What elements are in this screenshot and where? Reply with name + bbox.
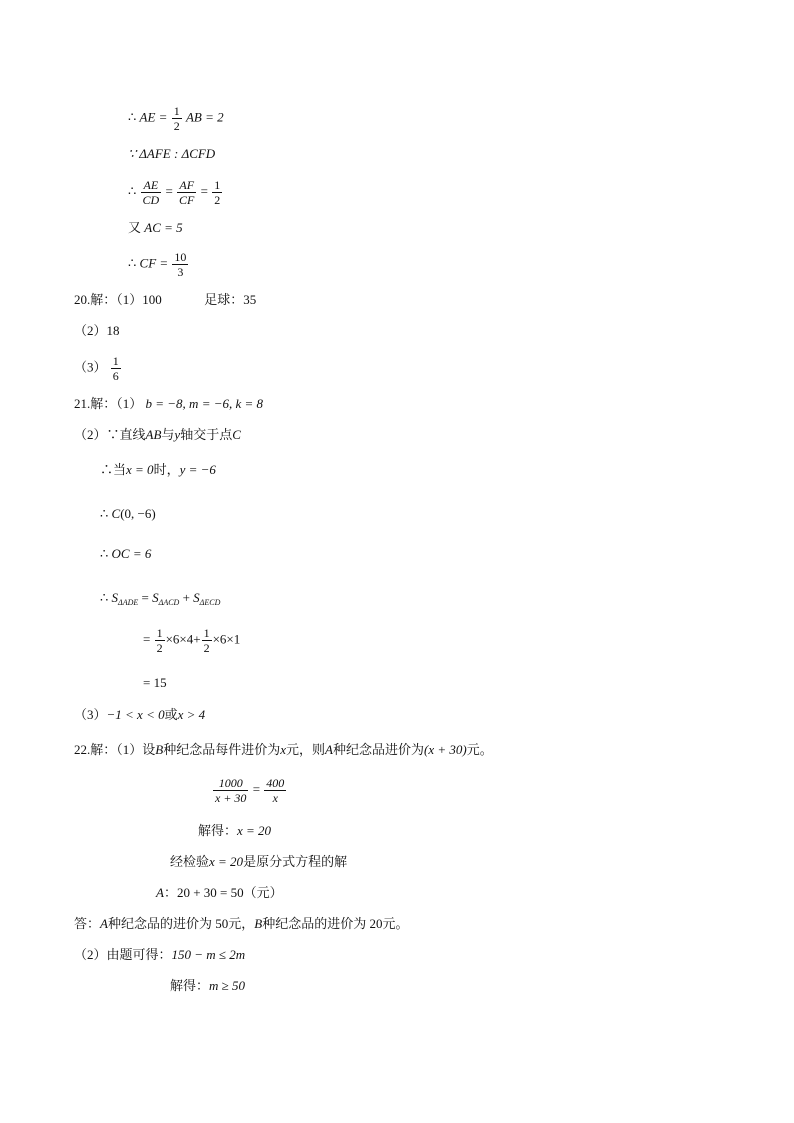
equals-sign: = bbox=[252, 781, 261, 797]
fraction-numerator: 400 bbox=[266, 776, 285, 790]
q22-part1 bbox=[74, 742, 493, 758]
var-c: C bbox=[111, 506, 121, 521]
fraction-one-sixth bbox=[111, 354, 121, 383]
text: 与 bbox=[161, 427, 175, 442]
q20-part3-label: （3） bbox=[74, 359, 107, 375]
equals-sign: = bbox=[200, 183, 208, 199]
q22-price-a bbox=[156, 885, 283, 901]
q22-check bbox=[170, 854, 347, 870]
q20-answer: 20.解：（1）100 bbox=[74, 292, 162, 307]
var: A bbox=[325, 742, 333, 757]
fraction-af-cf bbox=[177, 178, 196, 207]
fraction-numerator: 10 bbox=[174, 250, 187, 264]
text: ：20 + 30 = 50（元） bbox=[163, 885, 283, 900]
expr: y = −6 bbox=[179, 462, 216, 477]
text: （2）∵直线 bbox=[74, 427, 146, 442]
area-s: S bbox=[193, 590, 200, 605]
text: 种纪念品进价为 bbox=[332, 742, 424, 757]
q21-step5 bbox=[143, 626, 240, 655]
text: 经检验 bbox=[170, 854, 210, 869]
expr: m ≥ 50 bbox=[209, 978, 246, 993]
plus-sign: + bbox=[182, 590, 190, 605]
fraction-denominator: x + 30 bbox=[215, 791, 247, 805]
q21-part1 bbox=[74, 396, 263, 412]
q20-part1 bbox=[74, 292, 256, 308]
expr: (x + 30) bbox=[424, 742, 467, 757]
line-ac bbox=[128, 220, 183, 236]
text: 答： bbox=[74, 916, 101, 931]
text: 种纪念品每件进价为 bbox=[163, 742, 281, 757]
therefore-symbol: ∴ bbox=[100, 506, 109, 521]
fraction-numerator: 1000 bbox=[213, 776, 248, 791]
var: x bbox=[280, 742, 287, 757]
fraction-numerator: 1 bbox=[203, 626, 210, 640]
fraction-numerator: 1 bbox=[156, 626, 163, 640]
q22-equation bbox=[212, 776, 287, 805]
fraction-half bbox=[155, 626, 165, 655]
point-coords: (0, −6) bbox=[120, 506, 156, 521]
expr-ac: AC = 5 bbox=[144, 220, 183, 235]
text: 种纪念品的进价为 50元， bbox=[107, 916, 255, 931]
q22-part2-solution bbox=[170, 978, 245, 994]
fraction-numerator: AF bbox=[177, 178, 196, 193]
fraction-half bbox=[212, 178, 222, 207]
q21-step6: = 15 bbox=[143, 675, 167, 690]
subscript: ΔACD bbox=[158, 598, 180, 607]
line-cf bbox=[128, 250, 189, 279]
therefore-symbol: ∴ bbox=[128, 109, 137, 125]
fraction-ten-thirds bbox=[172, 250, 188, 279]
therefore-symbol: ∴ bbox=[128, 183, 137, 199]
fraction-denominator: CF bbox=[179, 193, 195, 207]
fraction-denominator: 2 bbox=[203, 641, 210, 655]
line-ratio bbox=[128, 178, 223, 207]
fraction-denominator: x bbox=[272, 791, 278, 805]
q21-values: b = −8, m = −6, k = 8 bbox=[145, 396, 264, 411]
product: ×6×1 bbox=[212, 631, 241, 647]
also-word: 又 bbox=[128, 220, 142, 235]
equals-sign: = bbox=[141, 590, 149, 605]
expr: 150 − m ≤ 2m bbox=[171, 947, 246, 962]
expr-cf: CF = bbox=[139, 255, 169, 271]
expr: x = 20 bbox=[209, 854, 244, 869]
expr: x > 4 bbox=[177, 707, 206, 722]
var-ab: AB bbox=[145, 427, 162, 442]
area-s: S bbox=[152, 590, 159, 605]
fraction-400 bbox=[264, 776, 286, 805]
therefore-symbol: ∴ bbox=[128, 255, 137, 271]
q21-step2 bbox=[100, 506, 156, 522]
fraction-numerator: 1 bbox=[173, 104, 180, 118]
text: 是原分式方程的解 bbox=[243, 854, 348, 869]
q21-label: 21.解：（1） bbox=[74, 396, 143, 411]
therefore-symbol: ∴ bbox=[100, 590, 109, 605]
text: ∴当 bbox=[100, 462, 127, 477]
text: 22.解：（1）设 bbox=[74, 742, 156, 757]
equals-sign: = bbox=[143, 631, 151, 647]
text: 时， bbox=[153, 462, 180, 477]
text: 元。 bbox=[466, 742, 493, 757]
text: 元，则 bbox=[286, 742, 326, 757]
expr: −1 < x < 0 bbox=[106, 707, 165, 722]
fraction-denominator: CD bbox=[142, 193, 160, 207]
q21-step3 bbox=[100, 546, 151, 562]
fraction-1000 bbox=[213, 776, 248, 805]
var: B bbox=[254, 916, 263, 931]
text: 轴交于点 bbox=[180, 427, 233, 442]
q20-football: 足球：35 bbox=[204, 292, 257, 307]
q20-part3 bbox=[74, 354, 122, 383]
fraction-numerator: AE bbox=[141, 178, 162, 193]
text: 解得： bbox=[170, 978, 210, 993]
fraction-denominator: 2 bbox=[214, 193, 221, 207]
subscript: ΔADE bbox=[118, 598, 139, 607]
area-s: S bbox=[111, 590, 119, 605]
fraction-ae-cd bbox=[141, 178, 162, 207]
fraction-denominator: 6 bbox=[112, 369, 119, 383]
fraction-numerator: 1 bbox=[214, 178, 221, 192]
text: （3） bbox=[74, 707, 107, 722]
fraction-half bbox=[172, 104, 182, 133]
var-y: y bbox=[174, 427, 181, 442]
fraction-half bbox=[202, 626, 212, 655]
fraction-denominator: 3 bbox=[177, 265, 184, 279]
equals-sign: = bbox=[165, 183, 173, 199]
q21-step1 bbox=[100, 462, 216, 478]
q22-part2 bbox=[74, 947, 245, 963]
text: 种纪念品的进价为 20元。 bbox=[262, 916, 409, 931]
var: A bbox=[156, 885, 164, 900]
q22-solution bbox=[198, 823, 271, 839]
line-ae-half-ab bbox=[128, 104, 224, 133]
expr: x = 20 bbox=[237, 823, 272, 838]
fraction-denominator: 2 bbox=[173, 119, 180, 133]
var: B bbox=[155, 742, 164, 757]
var: A bbox=[100, 916, 108, 931]
expr: x = 0 bbox=[126, 462, 154, 477]
fraction-numerator: 1 bbox=[112, 354, 119, 368]
q21-part2 bbox=[74, 427, 241, 443]
therefore-symbol: ∴ bbox=[100, 546, 109, 561]
q22-answer bbox=[74, 916, 408, 932]
text: （2）由题可得： bbox=[74, 947, 172, 962]
subscript: ΔECD bbox=[199, 598, 221, 607]
text: 解得： bbox=[198, 823, 238, 838]
var-c: C bbox=[232, 427, 241, 442]
line-similar-triangles: ∵ ΔAFE : ΔCFD bbox=[128, 146, 216, 161]
text: 或 bbox=[164, 707, 178, 722]
expr-oc: OC = 6 bbox=[111, 546, 152, 561]
q21-step4 bbox=[100, 590, 220, 611]
product: ×6×4+ bbox=[165, 631, 201, 647]
q21-part3 bbox=[74, 707, 205, 723]
expr-ab: AB = 2 bbox=[185, 109, 224, 125]
fraction-denominator: 2 bbox=[156, 641, 163, 655]
expr-ae: AE = bbox=[139, 109, 168, 125]
q20-part2: （2）18 bbox=[74, 323, 120, 338]
